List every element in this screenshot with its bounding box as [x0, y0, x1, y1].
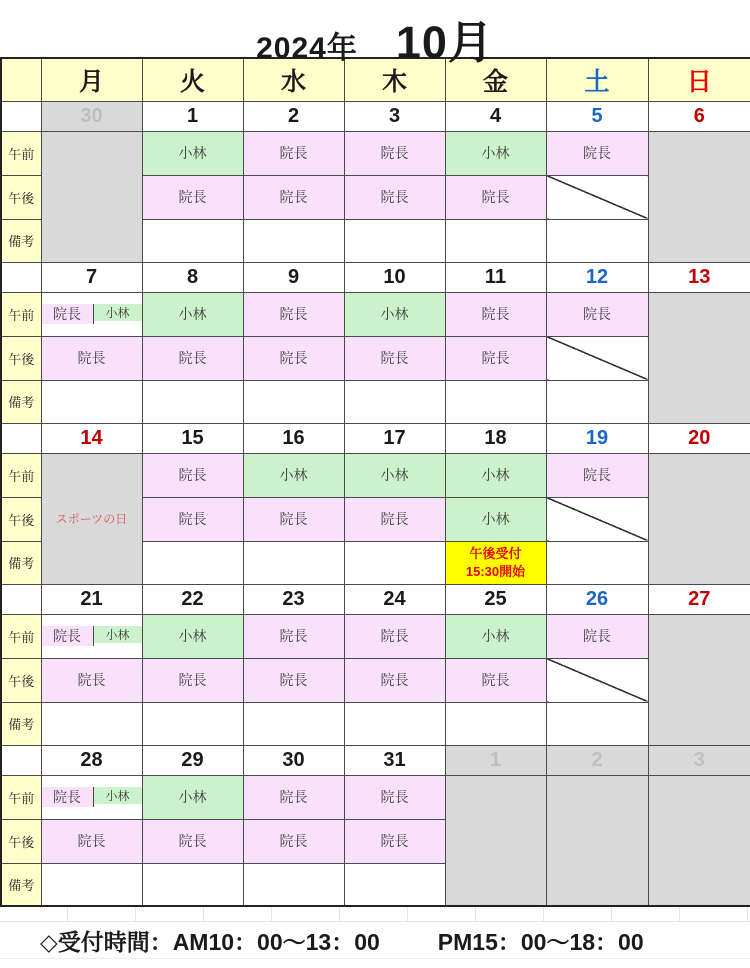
note-cell — [344, 219, 445, 262]
row-label-note: 備考 — [1, 380, 41, 423]
row-label-pm: 午後 — [1, 336, 41, 380]
date-cell: 5 — [546, 101, 648, 131]
date-cell: 10 — [344, 262, 445, 292]
weekday-sat: 土 — [546, 58, 648, 101]
note-cell — [142, 541, 243, 584]
date-row-label — [1, 262, 41, 292]
am-split-cell — [41, 614, 142, 658]
note-cell — [445, 702, 546, 745]
am-split-cell — [41, 292, 142, 336]
am-cell: 院長 — [142, 453, 243, 497]
weekday-tue: 火 — [142, 58, 243, 101]
note-cell — [243, 219, 344, 262]
row-label-am: 午前 — [1, 614, 41, 658]
week2-am-row — [1, 292, 750, 336]
am-cell: 院長 — [344, 131, 445, 175]
row-label-am: 午前 — [1, 292, 41, 336]
am-cell: 小林 — [445, 614, 546, 658]
pm-cell: 院長 — [41, 819, 142, 863]
week2-pm-row — [1, 336, 750, 380]
am-cell: 院長 — [243, 614, 344, 658]
weekday-wed: 水 — [243, 58, 344, 101]
note-cell — [41, 702, 142, 745]
date-cell: 21 — [41, 584, 142, 614]
pm-cell: 院長 — [344, 336, 445, 380]
weekday-mon: 月 — [41, 58, 142, 101]
title-year: 2024年 — [256, 32, 358, 65]
date-cell: 12 — [546, 262, 648, 292]
note-cell — [546, 541, 648, 584]
date-cell: 16 — [243, 423, 344, 453]
date-cell: 22 — [142, 584, 243, 614]
week3-date-row — [1, 423, 750, 453]
row-label-pm: 午後 — [1, 175, 41, 219]
am-cell: 小林 — [344, 292, 445, 336]
pm-cell: 院長 — [142, 658, 243, 702]
date-cell: 20 — [648, 423, 750, 453]
am-cell: 小林 — [243, 453, 344, 497]
am-cell: 小林 — [142, 131, 243, 175]
pm-cell: 院長 — [243, 658, 344, 702]
date-cell: 4 — [445, 101, 546, 131]
date-cell: 23 — [243, 584, 344, 614]
closed-block — [41, 131, 142, 262]
weekday-sun: 日 — [648, 58, 750, 101]
row-label-note: 備考 — [1, 702, 41, 745]
pm-cell: 院長 — [243, 497, 344, 541]
date-cell: 26 — [546, 584, 648, 614]
note-cell — [546, 702, 648, 745]
date-row-label — [1, 101, 41, 131]
am-cell: 院長 — [445, 292, 546, 336]
note-cell — [546, 380, 648, 423]
pm-cell: 院長 — [142, 819, 243, 863]
date-cell: 30 — [41, 101, 142, 131]
closed-block — [648, 453, 750, 584]
spreadsheet-gridline-strip — [0, 907, 750, 922]
closed-diagonal-cell — [546, 497, 648, 541]
week4-note-row — [1, 702, 750, 745]
date-cell: 3 — [648, 745, 750, 775]
week2-date-row — [1, 262, 750, 292]
date-cell: 2 — [546, 745, 648, 775]
am-cell: 小林 — [445, 131, 546, 175]
am-cell: 院長 — [546, 292, 648, 336]
schedule-table — [0, 57, 750, 907]
row-label-am: 午前 — [1, 453, 41, 497]
pm-cell: 院長 — [41, 658, 142, 702]
note-cell — [41, 863, 142, 906]
note-cell — [243, 541, 344, 584]
pm-cell: 院長 — [243, 819, 344, 863]
pm-cell: 院長 — [142, 497, 243, 541]
row-label-pm: 午後 — [1, 819, 41, 863]
pm-cell: 院長 — [344, 658, 445, 702]
row-label-pm: 午後 — [1, 658, 41, 702]
week5-date-row — [1, 745, 750, 775]
date-cell: 27 — [648, 584, 750, 614]
note-cell — [243, 863, 344, 906]
date-cell: 19 — [546, 423, 648, 453]
note-line1: 午後受付 — [469, 545, 522, 561]
pm-cell: 小林 — [445, 497, 546, 541]
holiday-block: スポーツの日 — [41, 453, 142, 584]
am-cell: 小林 — [142, 292, 243, 336]
date-cell: 29 — [142, 745, 243, 775]
row-label-note: 備考 — [1, 219, 41, 262]
closed-block — [648, 131, 750, 262]
note-cell — [142, 702, 243, 745]
am-cell-right: 小林 — [94, 787, 142, 804]
closed-diagonal-cell — [546, 175, 648, 219]
date-cell: 18 — [445, 423, 546, 453]
pm-cell: 院長 — [445, 336, 546, 380]
note-cell — [344, 541, 445, 584]
note-cell — [142, 863, 243, 906]
pm-cell: 院長 — [344, 175, 445, 219]
pm-cell: 院長 — [41, 336, 142, 380]
date-cell: 1 — [142, 101, 243, 131]
week2-note-row — [1, 380, 750, 423]
week5-am-row — [1, 775, 750, 819]
closed-block — [445, 775, 546, 906]
closed-block — [648, 614, 750, 745]
week4-date-row — [1, 584, 750, 614]
note-cell — [142, 380, 243, 423]
date-cell: 8 — [142, 262, 243, 292]
note-line2: 15:30開始 — [465, 563, 526, 579]
date-cell: 25 — [445, 584, 546, 614]
date-cell-holiday: 14 — [41, 423, 142, 453]
reception-hours-am: ◇受付時間：AM10：00～13：00 — [40, 928, 380, 955]
row-label-note: 備考 — [1, 541, 41, 584]
note-cell — [546, 219, 648, 262]
note-cell — [243, 380, 344, 423]
date-row-label — [1, 745, 41, 775]
date-cell: 6 — [648, 101, 750, 131]
date-cell: 15 — [142, 423, 243, 453]
date-cell: 30 — [243, 745, 344, 775]
row-label-am: 午前 — [1, 775, 41, 819]
date-cell: 13 — [648, 262, 750, 292]
date-row-label — [1, 584, 41, 614]
week3-am-row — [1, 453, 750, 497]
weekday-thu: 木 — [344, 58, 445, 101]
am-cell-left: 院長 — [42, 304, 94, 324]
week1-am-row — [1, 131, 750, 175]
pm-cell: 院長 — [344, 819, 445, 863]
reception-hours-pm: PM15：00～18：00 — [437, 928, 644, 955]
corner-cell — [1, 58, 41, 101]
date-cell: 9 — [243, 262, 344, 292]
date-row-label — [1, 423, 41, 453]
closed-block — [648, 775, 750, 906]
closed-diagonal-cell — [546, 658, 648, 702]
note-cell — [344, 702, 445, 745]
pm-cell: 院長 — [445, 658, 546, 702]
date-cell: 28 — [41, 745, 142, 775]
note-cell — [344, 380, 445, 423]
closed-diagonal-cell — [546, 336, 648, 380]
pm-cell: 院長 — [243, 336, 344, 380]
date-cell: 11 — [445, 262, 546, 292]
am-cell-left: 院長 — [42, 626, 94, 646]
row-label-am: 午前 — [1, 131, 41, 175]
am-cell: 院長 — [546, 614, 648, 658]
am-cell-right: 小林 — [94, 626, 142, 643]
date-cell: 17 — [344, 423, 445, 453]
note-cell — [41, 380, 142, 423]
am-cell: 院長 — [243, 292, 344, 336]
week4-am-row — [1, 614, 750, 658]
note-cell — [142, 219, 243, 262]
am-cell-left: 院長 — [42, 787, 94, 807]
am-cell: 院長 — [344, 614, 445, 658]
week4-pm-row — [1, 658, 750, 702]
week1-date-row — [1, 101, 750, 131]
am-cell: 小林 — [142, 775, 243, 819]
am-cell: 院長 — [243, 131, 344, 175]
weekday-header-row — [1, 58, 750, 101]
am-split-cell — [41, 775, 142, 819]
am-cell: 小林 — [142, 614, 243, 658]
date-cell: 31 — [344, 745, 445, 775]
pm-cell: 院長 — [243, 175, 344, 219]
am-cell: 院長 — [243, 775, 344, 819]
pm-cell: 院長 — [142, 336, 243, 380]
date-cell: 7 — [41, 262, 142, 292]
am-cell: 小林 — [344, 453, 445, 497]
note-cell — [344, 863, 445, 906]
am-cell: 小林 — [445, 453, 546, 497]
reception-hours — [0, 922, 750, 959]
weekday-fri: 金 — [445, 58, 546, 101]
closed-block — [546, 775, 648, 906]
am-cell: 院長 — [546, 453, 648, 497]
date-cell: 1 — [445, 745, 546, 775]
date-cell: 24 — [344, 584, 445, 614]
pm-cell: 院長 — [445, 175, 546, 219]
row-label-pm: 午後 — [1, 497, 41, 541]
note-highlight-cell — [445, 541, 546, 584]
title-month: 10月 — [395, 17, 494, 68]
calendar-title — [0, 0, 750, 68]
date-cell: 2 — [243, 101, 344, 131]
am-cell: 院長 — [546, 131, 648, 175]
date-cell: 3 — [344, 101, 445, 131]
am-cell-right: 小林 — [94, 304, 142, 321]
am-cell: 院長 — [344, 775, 445, 819]
row-label-note: 備考 — [1, 863, 41, 906]
note-cell — [445, 219, 546, 262]
note-cell — [445, 380, 546, 423]
closed-block — [648, 292, 750, 423]
note-cell — [243, 702, 344, 745]
pm-cell: 院長 — [344, 497, 445, 541]
pm-cell: 院長 — [142, 175, 243, 219]
